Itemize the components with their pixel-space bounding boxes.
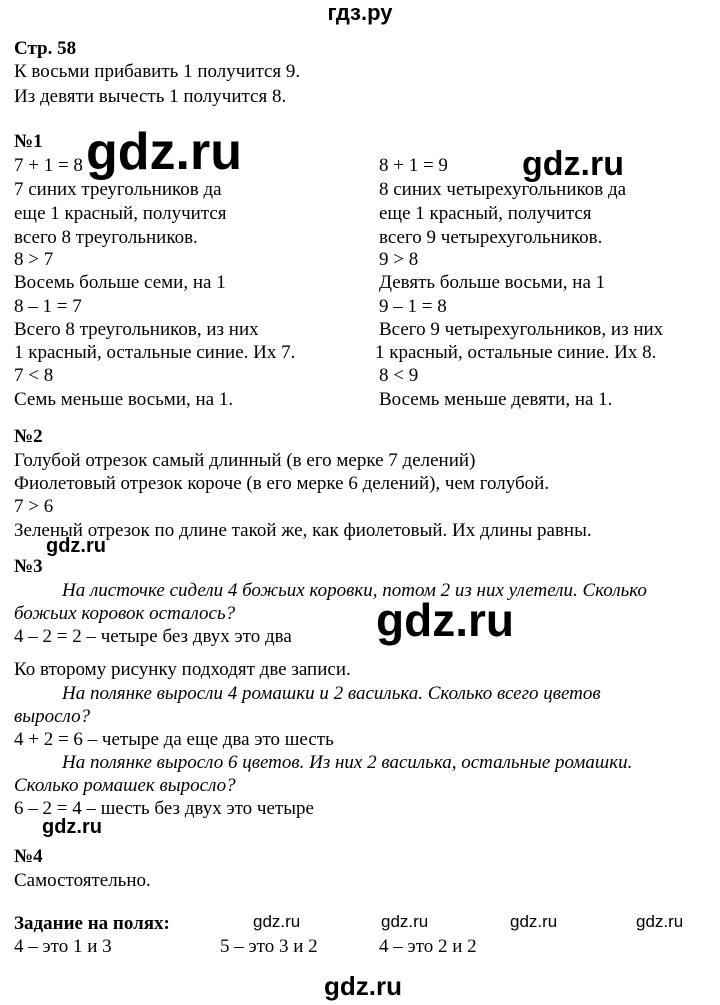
task1-right-line: всего 9 четырехугольников.	[379, 227, 603, 248]
task3-problem: На листочке сидели 4 божьих коровки, потом 2 из них улетели. Сколько	[62, 580, 647, 601]
task1-left-line: 7 синих треугольников да	[14, 179, 222, 200]
task1-left-line: Семь меньше восьми, на 1.	[14, 389, 234, 410]
task3-answer: 4 – 2 = 2 – четыре без двух это два	[14, 626, 292, 647]
task2-line: Голубой отрезок самый длинный (в его мерке 7 делений)	[14, 450, 476, 471]
page-heading: Стр. 58	[14, 38, 77, 59]
task1-left-line: Восемь больше семи, на 1	[14, 272, 226, 293]
task1-label: №1	[14, 131, 43, 152]
watermark: gdz.ru	[381, 912, 429, 931]
task3-answer: 6 – 2 = 4 – шесть без двух это четыре	[14, 798, 314, 819]
task2-label: №2	[14, 426, 43, 447]
watermark: gdz.ru	[42, 816, 102, 838]
watermark: gdz.ru	[376, 594, 514, 646]
task1-left-line: еще 1 красный, получится	[14, 203, 227, 224]
task3-answer: 4 + 2 = 6 – четыре да еще два это шесть	[14, 729, 334, 750]
watermark: gdz.ru	[522, 145, 624, 183]
margin-task-item: 5 – это 3 и 2	[220, 936, 318, 957]
intro-line: Из девяти вычесть 1 получится 8.	[14, 86, 287, 107]
task4-label: №4	[14, 846, 43, 867]
task1-left-line: 7 + 1 = 8	[14, 155, 83, 176]
watermark: gdz.ru	[86, 123, 242, 181]
task3-note: Ко второму рисунку подходят две записи.	[14, 659, 351, 680]
task3-problem: божьих коровок осталось?	[14, 603, 236, 624]
task1-left-line: 7 < 8	[14, 365, 54, 386]
margin-task-item: 4 – это 2 и 2	[379, 936, 477, 957]
watermark: gdz.ru	[46, 535, 106, 557]
watermark: gdz.ru	[324, 971, 402, 1001]
margin-task-label: Задание на полях:	[14, 913, 170, 934]
task1-left-line: 8 – 1 = 7	[14, 296, 82, 317]
task1-right-line: Восемь меньше девяти, на 1.	[379, 389, 613, 410]
task1-right-line: 8 + 1 = 9	[379, 155, 448, 176]
task2-line: 7 > 6	[14, 496, 54, 517]
task1-right-line: 1 красный, остальные синие. Их 8.	[375, 342, 657, 363]
task4-text: Самостоятельно.	[14, 870, 151, 891]
task1-right-line: Девять больше восьми, на 1	[379, 272, 606, 293]
watermark: gdz.ru	[636, 912, 684, 931]
task1-right-line: 9 > 8	[379, 249, 419, 270]
task3-problem: На полянке выросли 4 ромашки и 2 василька. Сколько всего цветов	[62, 683, 601, 704]
task3-problem: выросло?	[14, 706, 91, 727]
task1-left-line: 8 > 7	[14, 249, 54, 270]
intro-line: К восьми прибавить 1 получится 9.	[14, 61, 301, 82]
margin-task-item: 4 – это 1 и 3	[14, 936, 112, 957]
site-header: гдз.ру	[327, 0, 393, 25]
task2-line: Зеленый отрезок по длине такой же, как фиолетовый. Их длины равны.	[14, 520, 592, 541]
task2-line: Фиолетовый отрезок короче (в его мерке 6 делений), чем голубой.	[14, 473, 550, 494]
task3-problem: На полянке выросло 6 цветов. Из них 2 василька, остальные ромашки.	[62, 752, 633, 773]
task1-right-line: еще 1 красный, получится	[379, 203, 592, 224]
task3-problem: Сколько ромашек выросло?	[14, 775, 236, 796]
watermark: gdz.ru	[253, 912, 301, 931]
task1-right-line: 9 – 1 = 8	[379, 296, 447, 317]
task1-right-line: Всего 9 четырехугольников, из них	[379, 319, 664, 340]
watermark: gdz.ru	[510, 912, 558, 931]
task1-left-line: 1 красный, остальные синие. Их 7.	[14, 342, 296, 363]
task3-label: №3	[14, 556, 43, 577]
task1-left-line: Всего 8 треугольников, из них	[14, 319, 259, 340]
task1-right-line: 8 синих четырехугольников да	[379, 179, 627, 200]
task1-right-line: 8 < 9	[379, 365, 419, 386]
task1-left-line: всего 8 треугольников.	[14, 227, 198, 248]
